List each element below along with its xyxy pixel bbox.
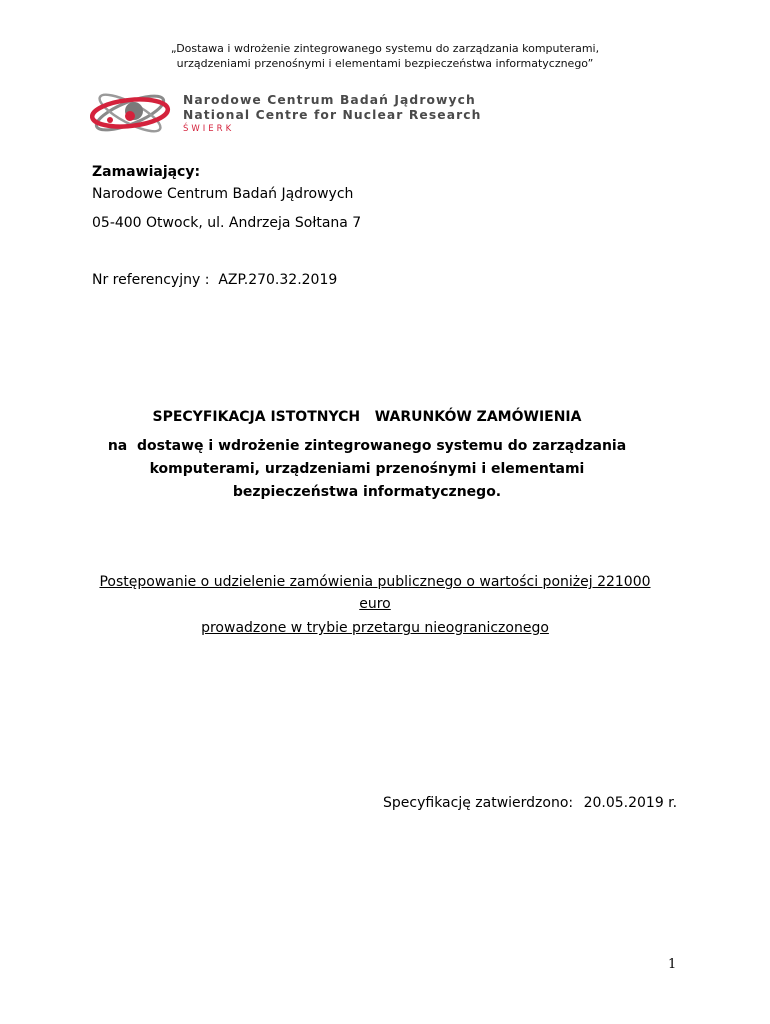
reference-value: AZP.270.32.2019 [218,272,338,288]
document-title: SPECYFIKACJA ISTOTNYCH WARUNKÓW ZAMÓWIENIA [152,409,582,425]
header-note-line1: „Dostawa i wdrożenie zintegrowanego systemu do zarządzania komputerami, [170,42,600,55]
logo-name-english: National Centre for Nuclear Research [183,108,482,122]
header-note [120,41,650,71]
reference-number [92,271,337,289]
procedure-line1: Postępowanie o udzielenie zamówienia publicznego o wartości poniżej 221000 [99,574,651,590]
header-note-line2: urządzeniami przenośnymi i elementami bezpieczeństwa informatycznego” [176,57,594,70]
orderer-name: Narodowe Centrum Badań Jądrowych [92,186,354,202]
orderer-address: 05-400 Otwock, ul. Andrzeja Sołtana 7 [92,215,362,231]
logo-text [183,93,513,135]
procedure-line3: prowadzone w trybie przetargu nieograniczonego [201,620,549,636]
page-number: 1 [668,957,677,972]
approval-date: 20.05.2019 r. [583,795,678,811]
document-subtitle-line2: komputerami, urządzeniami przenośnymi i elementami [149,461,585,477]
logo-location: ŚWIERK [183,124,235,134]
document-subtitle-line1: na dostawę i wdrożenie zintegrowanego systemu do zarządzania [107,438,627,454]
atom-logo-icon [90,84,178,142]
reference-label: Nr referencyjny : [92,272,210,288]
ncbj-logo [90,84,510,144]
logo-name-polish: Narodowe Centrum Badań Jądrowych [183,93,476,107]
document-subtitle-line3: bezpieczeństwa informatycznego. [232,484,502,500]
approval-statement [383,795,683,811]
procedure-line2: euro [359,596,391,612]
orderer-label: Zamawiający: [92,164,201,180]
approval-label: Specyfikację zatwierdzono: [383,795,574,811]
